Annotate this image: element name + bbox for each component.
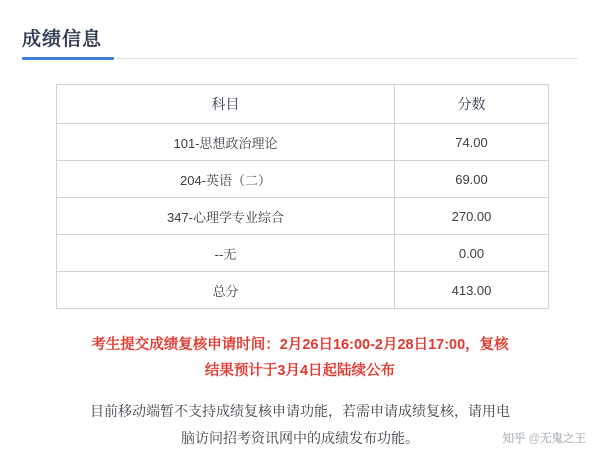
watermark-text: 知乎 @无鬼之王 (502, 433, 586, 445)
cell-score: 0.00 (395, 235, 549, 272)
page-title: 成绩信息 (22, 29, 103, 50)
cell-score: 74.00 (395, 124, 549, 161)
cell-subject: 347-心理学专业综合 (57, 198, 395, 235)
column-header-subject: 科目 (57, 85, 395, 124)
review-notice (0, 332, 600, 384)
cell-subject: --无 (57, 235, 395, 272)
table-row (57, 198, 549, 235)
table-header-row (57, 85, 549, 124)
cell-subject: 总分 (57, 272, 395, 309)
table-row-total (57, 272, 549, 309)
header-divider-accent (22, 57, 114, 60)
column-header-score: 分数 (395, 85, 549, 124)
score-table-container (56, 84, 548, 309)
mobile-notice-line-2: 脑访问招考资讯网中的成绩发布功能。 (181, 430, 419, 446)
table-row (57, 124, 549, 161)
watermark (503, 430, 586, 446)
score-table (56, 84, 549, 309)
cell-score: 69.00 (395, 161, 549, 198)
cell-subject: 204-英语（二） (57, 161, 395, 198)
table-row (57, 235, 549, 272)
review-notice-line-2: 结果预计于3月4日起陆续公布 (204, 363, 396, 379)
page-header (0, 24, 600, 60)
review-notice-line-1: 考生提交成绩复核申请时间：2月26日16:00-2月28日17:00，复核 (91, 337, 509, 353)
cell-score: 270.00 (395, 198, 549, 235)
cell-subject: 101-思想政治理论 (57, 124, 395, 161)
mobile-notice-line-1: 目前移动端暂不支持成绩复核申请功能，若需申请成绩复核，请用电 (90, 403, 510, 419)
cell-score: 413.00 (395, 272, 549, 309)
table-row (57, 161, 549, 198)
